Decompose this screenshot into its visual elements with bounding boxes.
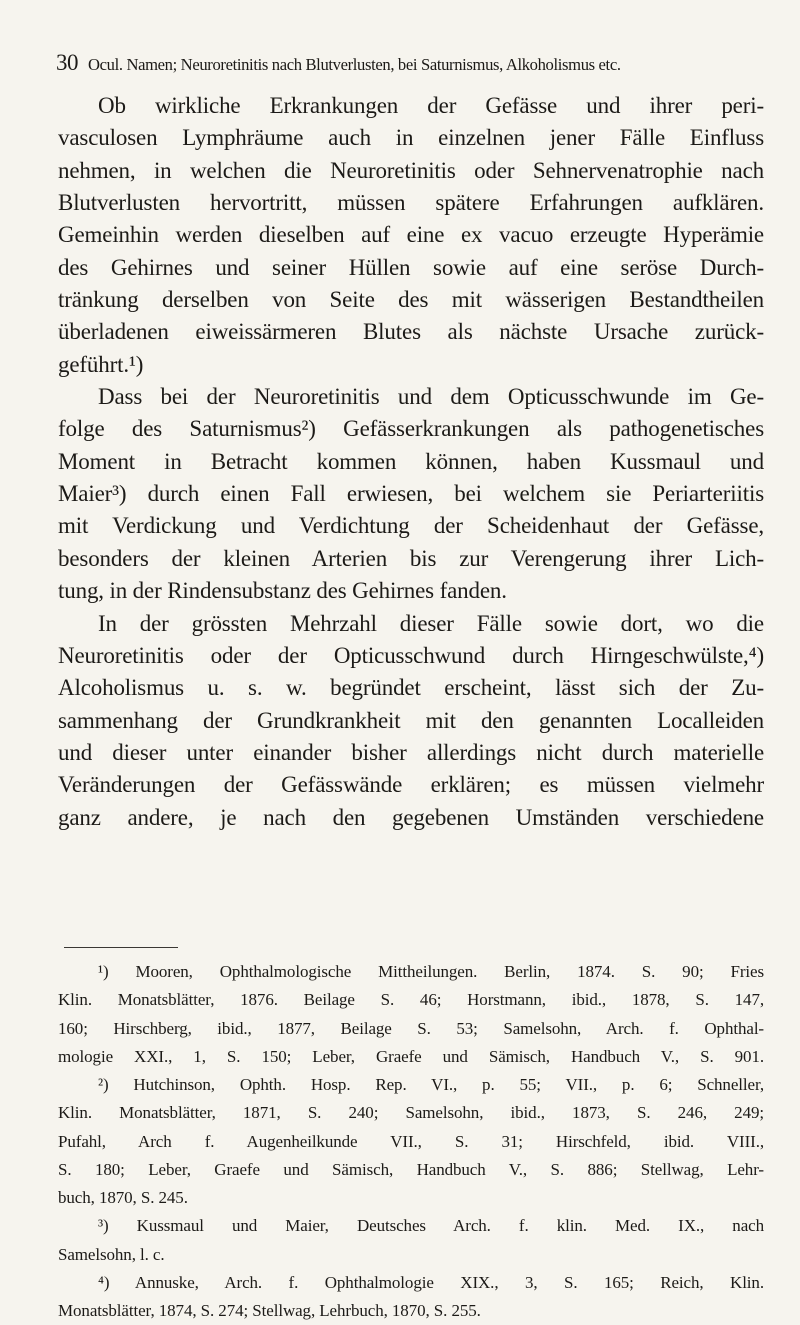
footnote-line: mologie XXI., 1, S. 150; Leber, Graefe und Sämisch, Handbuch V., S. 901. [58,1046,764,1066]
running-head: Ocul. Namen; Neuroretinitis nach Blutverlusten, bei Saturnismus, Alkoholismus etc. [88,55,621,74]
footnote-line: S. 180; Leber, Graefe und Sämisch, Handbuch V., S. 886; Stellwag, Lehr- [58,1159,764,1179]
text-line: geführt.¹) [58,351,144,377]
footnote-line: 160; Hirschberg, ibid., 1877, Beilage S. 53; Samelsohn, Arch. f. Ophthal- [58,1018,764,1038]
text-line: Moment in Betracht kommen können, haben Kussmaul und [58,448,764,474]
text-line: überladenen eiweissärmeren Blutes als nächste Ursache zurück- [58,319,764,345]
footnote-divider [64,947,178,948]
text-line: Gemeinhin werden dieselben auf eine ex vacuo erzeugte Hyperämie [58,222,764,248]
text-line: ganz andere, je nach den gegebenen Umständen verschiedene [58,804,764,830]
footnote-line: ³) Kussmaul und Maier, Deutsches Arch. f. klin. Med. IX., nach [98,1216,764,1236]
text-line: mit Verdickung und Verdichtung der Scheidenhaut der Gefässe, [58,513,764,539]
footnote-line: Klin. Monatsblätter, 1876. Beilage S. 46; Horstmann, ibid., 1878, S. 147, [58,990,764,1010]
footnote-line: ²) Hutchinson, Ophth. Hosp. Rep. VI., p. 55; VII., p. 6; Schneller, [98,1075,764,1094]
text-line: nehmen, in welchen die Neuroretinitis oder Sehnervenatrophie nach [58,157,764,183]
body-text [58,90,764,834]
footnote-line: ¹) Mooren, Ophthalmologische Mittheilungen. Berlin, 1874. S. 90; Fries [98,962,764,981]
text-line: Maier³) durch einen Fall erwiesen, bei welchem sie Periarteriitis [58,481,764,507]
text-line: Neuroretinitis oder der Opticusschwund durch Hirngeschwülste,⁴) [58,642,764,668]
text-line: des Gehirnes und seiner Hüllen sowie auf eine seröse Durch- [58,254,764,280]
text-line: tung, in der Rindensubstanz des Gehirnes fanden. [58,578,507,604]
text-line: tränkung derselben von Seite des mit wässerigen Bestandtheilen [58,287,764,313]
footnote-line: buch, 1870, S. 245. [58,1188,188,1207]
text-line: Alcoholismus u. s. w. begründet erscheint, lässt sich der Zu- [58,675,764,701]
text-line: sammenhang der Grundkrankheit mit den genannten Localleiden [58,707,764,733]
footnote-line: Monatsblätter, 1874, S. 274; Stellwag, Lehrbuch, 1870, S. 255. [58,1301,481,1320]
text-line: folge des Saturnismus²) Gefässerkrankungen als pathogenetisches [58,416,764,442]
footnote-line: Pufahl, Arch f. Augenheilkunde VII., S. 31; Hirschfeld, ibid. VIII., [58,1131,764,1151]
text-line: und dieser unter einander bisher allerdings nicht durch materielle [58,739,764,765]
footnotes [58,958,764,1325]
page-header [56,50,746,76]
text-line: besonders der kleinen Arterien bis zur Verengerung ihrer Lich- [58,545,764,571]
text-line: Blutverlusten hervortritt, müssen spätere Erfahrungen aufklären. [58,190,764,216]
text-line: Veränderungen der Gefässwände erklären; es müssen vielmehr [58,772,764,798]
text-line: vasculosen Lymphräume auch in einzelnen jener Fälle Einfluss [58,125,764,151]
text-line: Ob wirkliche Erkrankungen der Gefässe und ihrer peri- [98,93,764,118]
footnote-line: ⁴) Annuske, Arch. f. Ophthalmologie XIX., 3, S. 165; Reich, Klin. [98,1272,764,1292]
footnote-line: Samelsohn, l. c. [58,1244,165,1264]
page-number: 30 [56,50,78,75]
footnote-line: Klin. Monatsblätter, 1871, S. 240; Samelsohn, ibid., 1873, S. 246, 249; [58,1103,764,1123]
text-line: Dass bei der Neuroretinitis und dem Opticusschwunde im Ge- [98,384,764,410]
text-line: In der grössten Mehrzahl dieser Fälle sowie dort, wo die [98,610,764,636]
